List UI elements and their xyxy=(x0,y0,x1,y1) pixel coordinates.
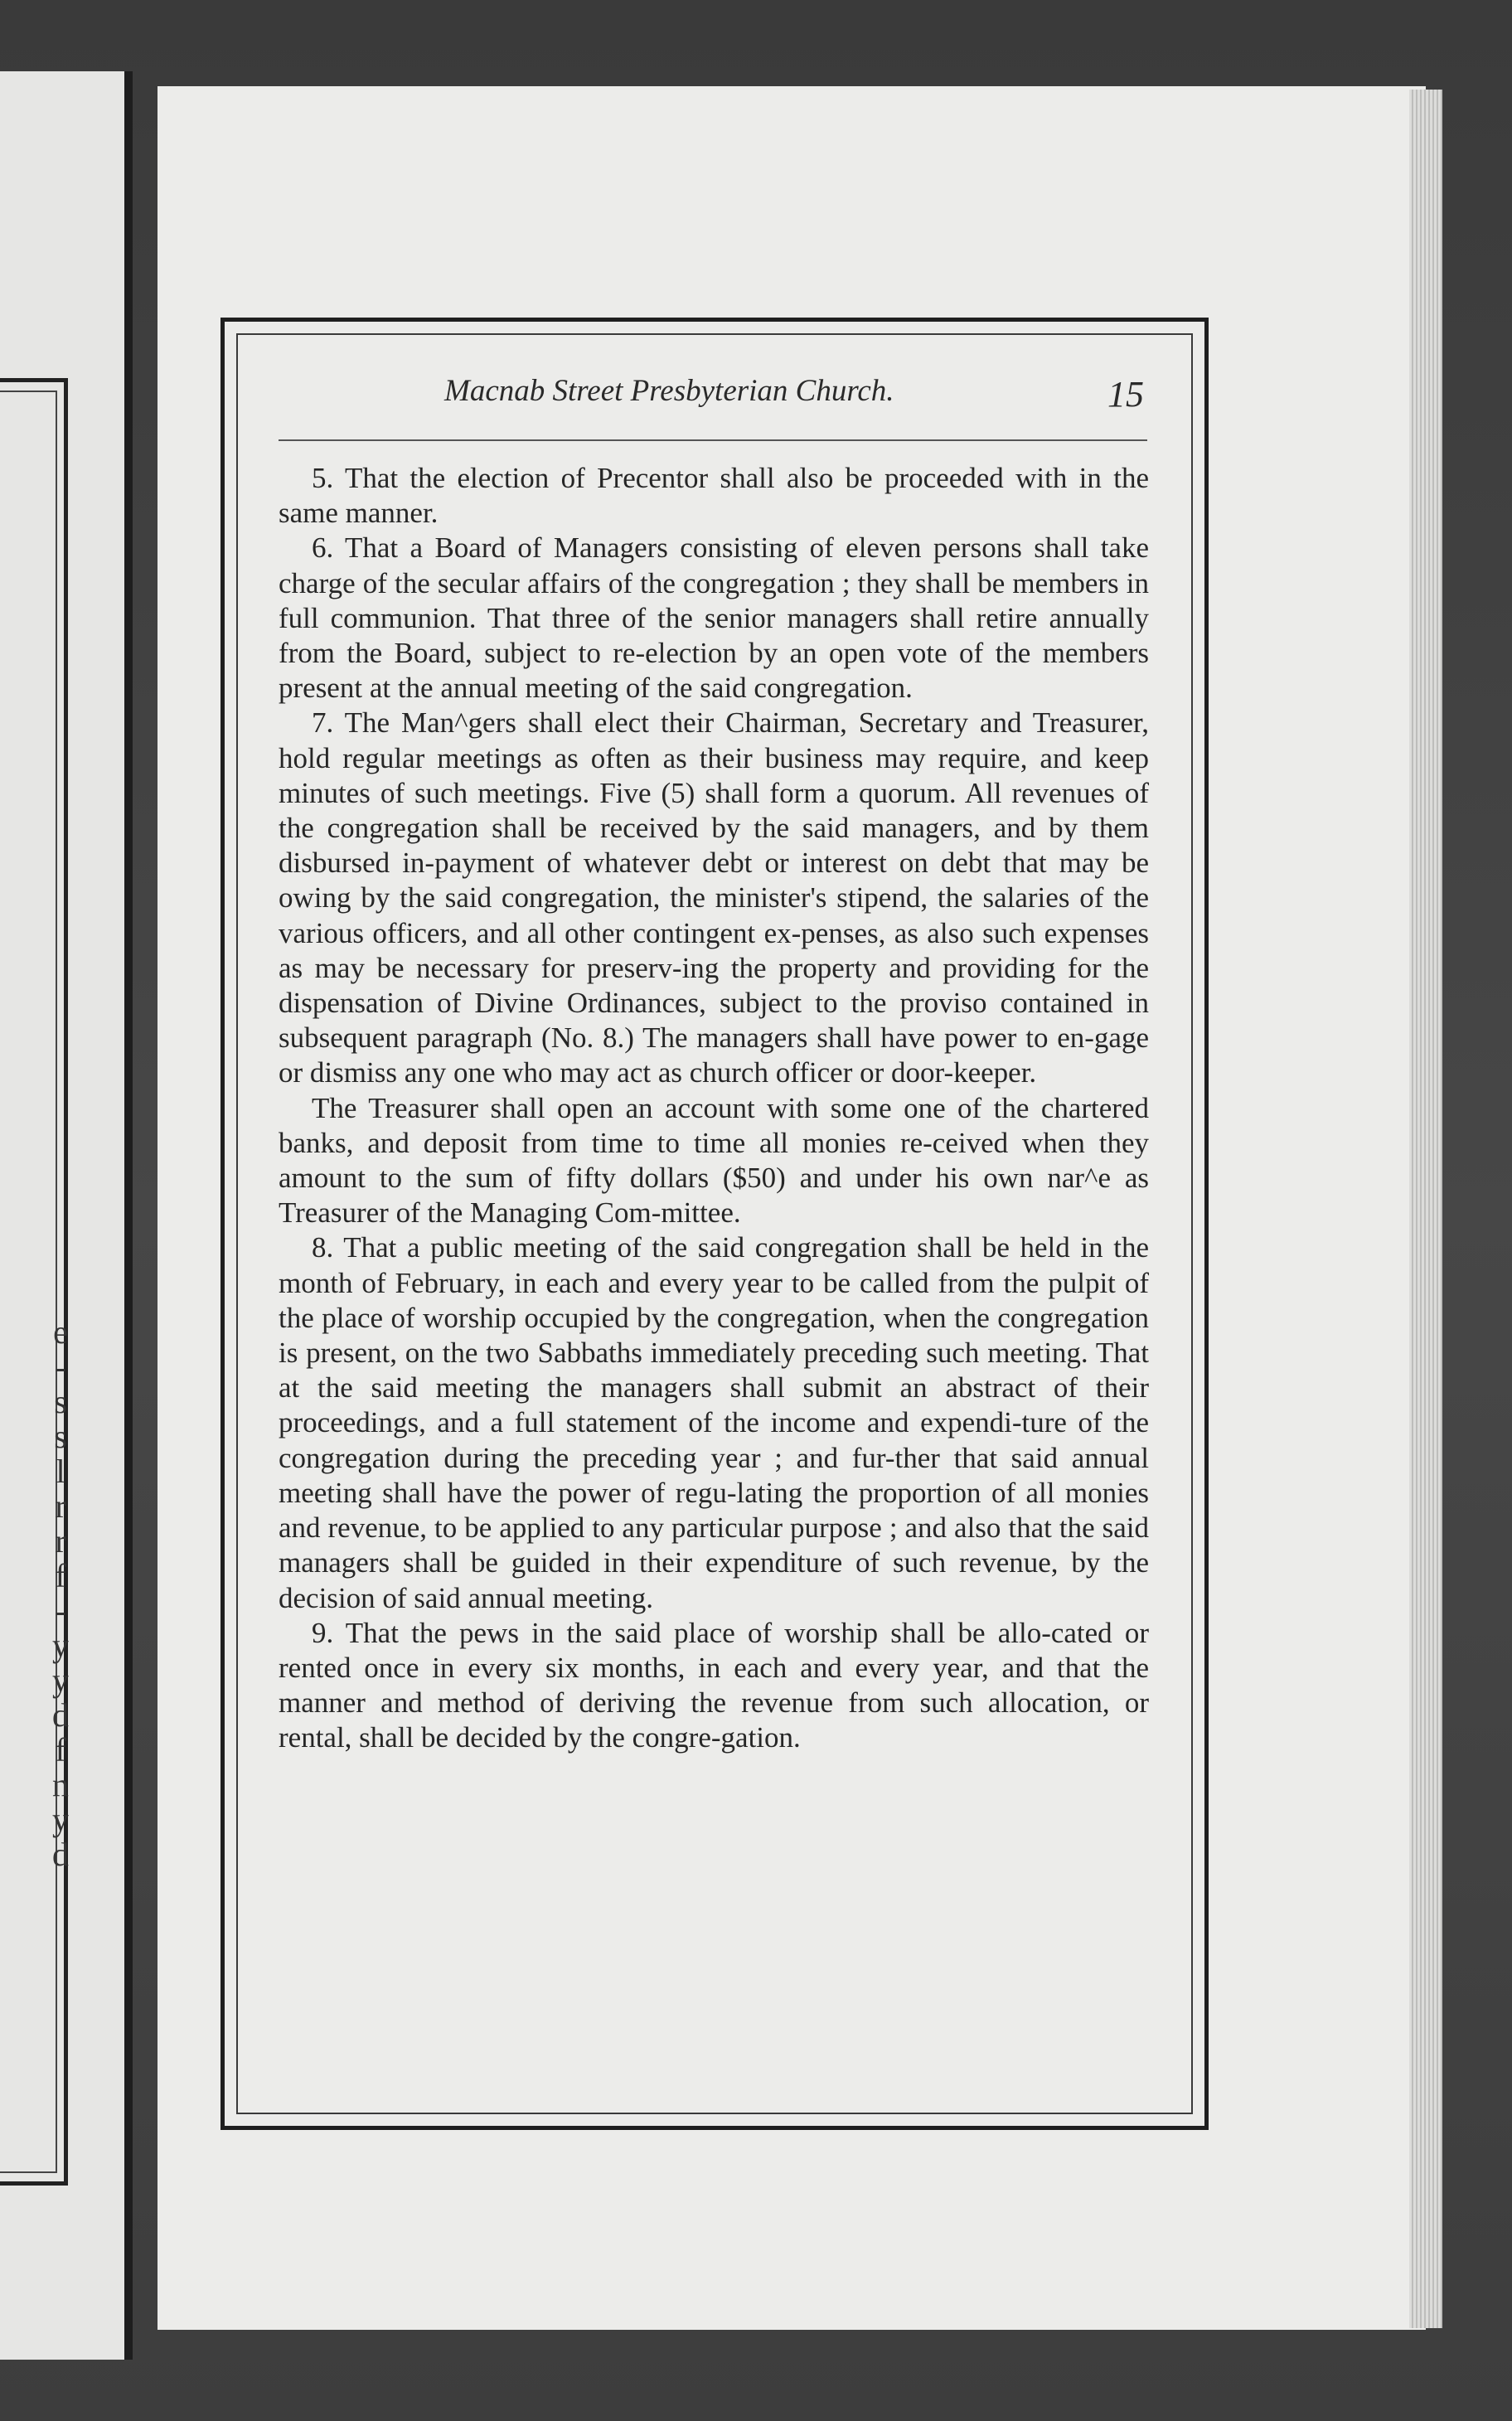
margin-char: s xyxy=(54,1383,67,1420)
left-page-frame-inner xyxy=(0,391,57,2173)
margin-char: r xyxy=(55,1487,66,1525)
paragraph-7: 7. The Man^gers shall elect their Chairman, Secretary and Treasurer, hold regular meetings as often as their business may require, and keep minutes of such meetings. Five (5) shall form a quorum. All revenues of the congregation shall be received by the said managers, and by them disbursed in-payment of whatever debt or interest on debt that may be owing by the said congregation, the minister's stipend, the salaries of the various officers, and all other contingent ex-penses, as also such expenses as may be necessary for preserv-ing the property and providing for the dispensation of Divine Ordinances, subject to the proviso contained in subsequent paragraph (No. 8.) The managers shall have power to en-gage or dismiss any one who may act as church officer or door-keeper. xyxy=(279,706,1149,1089)
header-rule xyxy=(279,439,1147,441)
margin-char: e xyxy=(53,1313,68,1351)
margin-char: r xyxy=(55,1522,66,1560)
body-text xyxy=(279,461,1149,1756)
margin-char: n xyxy=(52,1766,69,1803)
running-head: Macnab Street Presbyterian Church. xyxy=(444,374,894,408)
margin-char: d xyxy=(52,1696,69,1734)
margin-char: s xyxy=(54,1418,67,1455)
left-page-margin-text xyxy=(48,1315,73,1872)
paragraph-8: 8. That a public meeting of the said congregation shall be held in the month of February, in each and every year to be called from the pulpit of the place of worship occupied by the congregation, when the congregation is present, on the two Sabbaths immediately preceding such meeting. That at the said meeting the managers shall submit an abstract of their proceedings, and a full statement of the income and expendi-ture of the congregation during the preceding year ; and fur-ther that said annual meeting shall have the power of regu-lating the proportion of all monies and revenue, to be applied to any particular purpose ; and also that the said managers shall be guided in their expenditure of such revenue, by the decision of said annual meeting. xyxy=(279,1231,1149,1614)
margin-char: l xyxy=(56,1453,65,1490)
margin-char: - xyxy=(55,1348,66,1385)
margin-char: y xyxy=(52,1627,69,1664)
paragraph-5: 5. That the election of Precentor shall also be proceeded with in the same manner. xyxy=(279,462,1149,530)
margin-char: f xyxy=(55,1557,66,1594)
left-page-frame xyxy=(0,378,68,2186)
paragraph-treasurer: The Treasurer shall open an account with some one of the chartered banks, and deposit from time to time all monies re-ceived when they amount to the sum of fifty dollars ($50) and under his own nar^e as Treasurer of the Managing Com-mittee. xyxy=(279,1091,1149,1230)
paragraph-9: 9. That the pews in the said place of worship shall be allo-cated or rented once in every six months, in each and every year, and that the manner and method of deriving the revenue from such allocation, or rental, shall be decided by the congre-gation. xyxy=(279,1616,1149,1754)
left-page xyxy=(0,71,133,2360)
page-edge-stack xyxy=(1409,90,1442,2328)
margin-char: y xyxy=(52,1801,69,1838)
margin-char: y xyxy=(52,1662,69,1699)
margin-char: - xyxy=(55,1592,66,1629)
margin-char: d xyxy=(52,1836,69,1873)
margin-char: f xyxy=(55,1731,66,1768)
page-number: 15 xyxy=(1107,374,1144,415)
paragraph-6: 6. That a Board of Managers consisting of eleven persons shall take charge of the secular affairs of the congregation ; they shall be members in full communion. That three of the senior managers shall retire annually from the Board, subject to re-election by an open vote of the members present at the annual meeting of the said congregation. xyxy=(279,531,1149,705)
